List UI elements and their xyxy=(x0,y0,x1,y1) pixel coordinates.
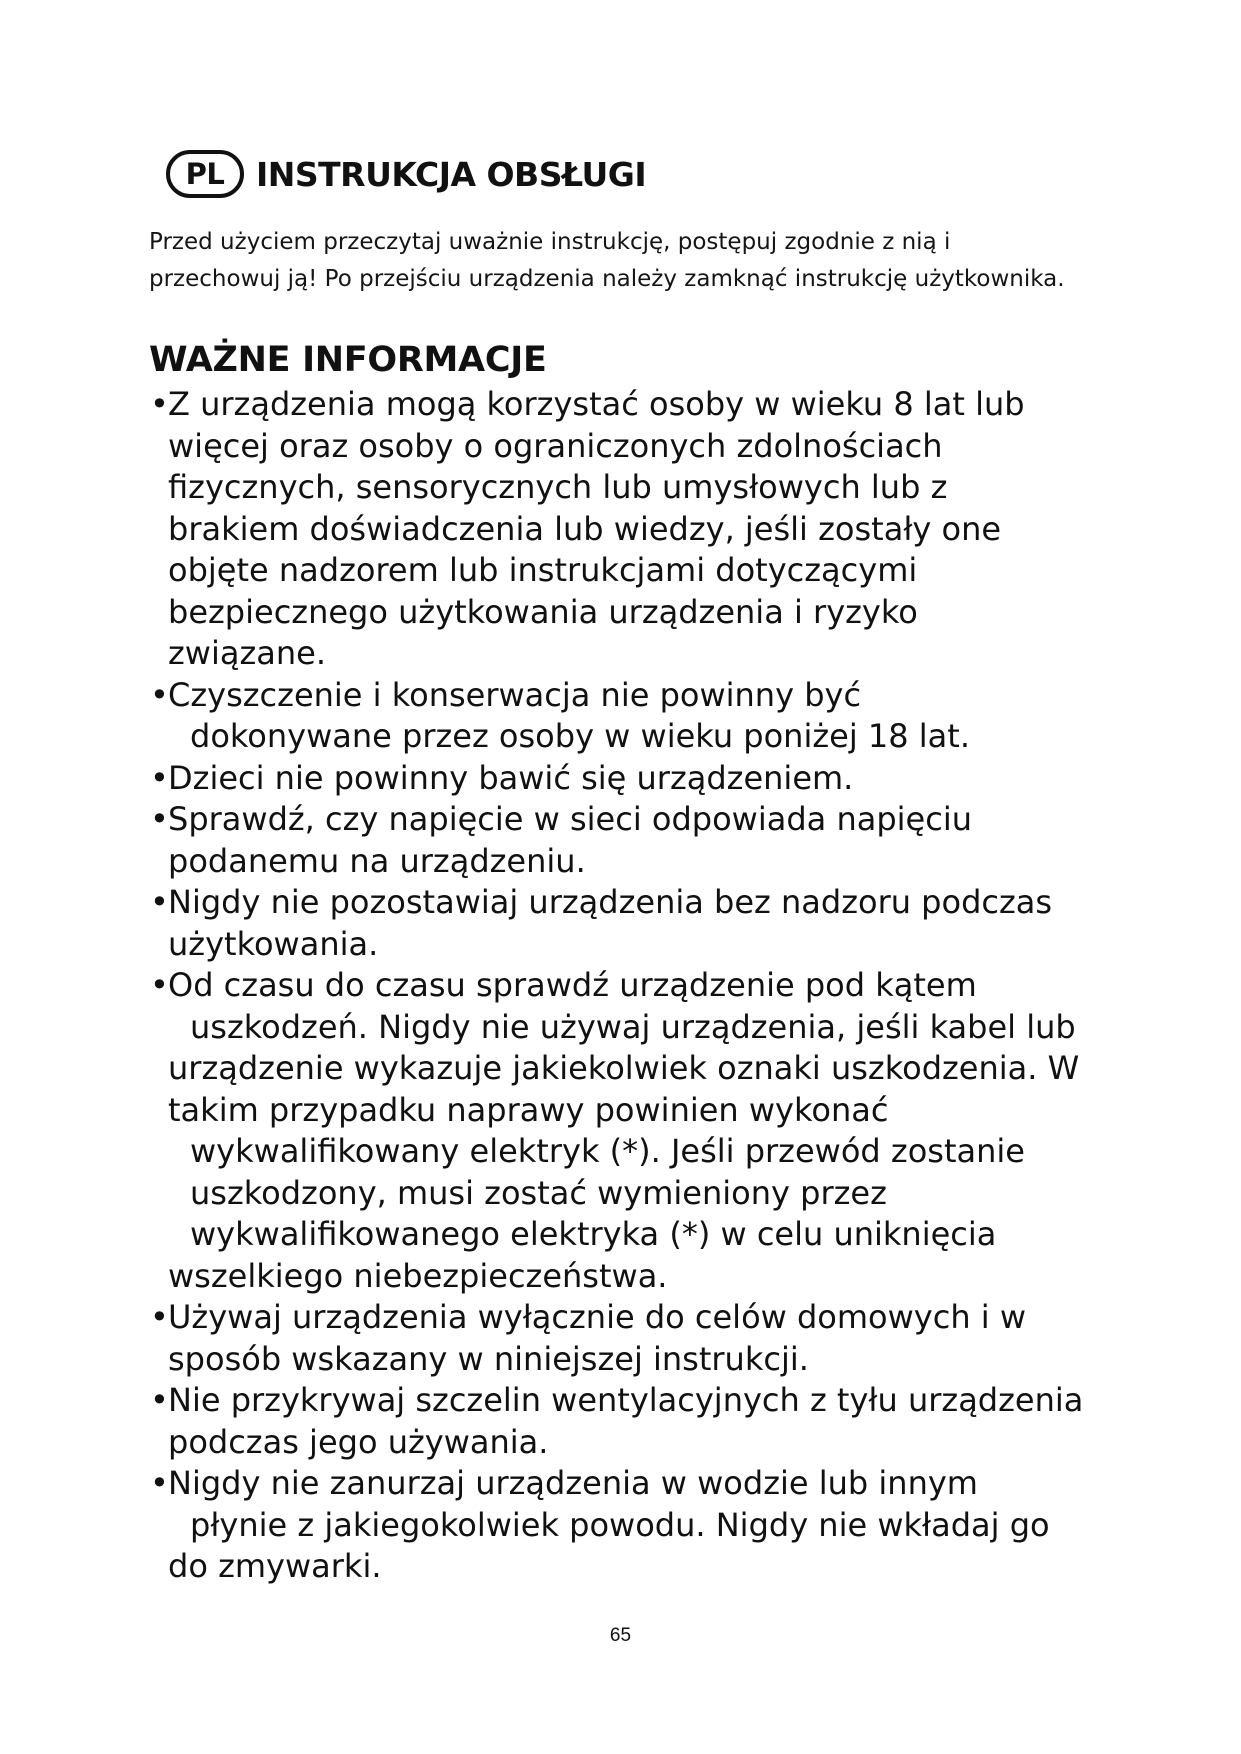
list-item xyxy=(150,384,1110,675)
list-item xyxy=(150,882,1110,965)
list-item xyxy=(150,799,1110,882)
bullet-icon: • xyxy=(150,1298,169,1336)
bullet-line: do zmywarki. xyxy=(168,1547,382,1585)
intro-paragraph xyxy=(149,224,1109,298)
bullet-line: Nigdy nie zanurzaj urządzenia w wodzie lub innym xyxy=(168,1464,978,1502)
page-number: 65 xyxy=(609,1625,632,1646)
bullet-line: związane. xyxy=(168,634,327,672)
bullet-line: bezpiecznego użytkowania urządzenia i ryzyko xyxy=(168,592,918,631)
list-item xyxy=(150,675,1110,758)
bullet-line: Czyszczenie i konserwacja nie powinny być xyxy=(168,675,862,714)
section-heading: WAŻNE INFORMACJE xyxy=(149,340,547,380)
bullet-line: podanemu na urządzeniu. xyxy=(168,841,586,880)
bullet-icon: • xyxy=(150,883,169,921)
bullet-line: Dzieci nie powinny bawić się urządzeniem. xyxy=(168,758,854,797)
bullet-line: urządzenie wykazuje jakiekolwiek oznaki uszkodzenia. W xyxy=(168,1049,1080,1087)
bullet-line: uszkodzony, musi zostać wymieniony przez xyxy=(190,1173,887,1212)
bullet-line: fizycznych, sensorycznych lub umysłowych lub z xyxy=(168,468,948,506)
bullet-line: więcej oraz osoby o ograniczonych zdolnościach xyxy=(168,426,943,465)
bullet-line: Z urządzenia mogą korzystać osoby w wieku 8 lat lub xyxy=(168,385,1025,423)
bullet-line: objęte nadzorem lub instrukcjami dotyczącymi xyxy=(168,551,918,589)
bullet-line: Nie przykrywaj szczelin wentylacyjnych z tyłu urządzenia xyxy=(168,1381,1084,1419)
bullet-line: takim przypadku naprawy powinien wykonać xyxy=(168,1090,889,1129)
bullet-line: dokonywane przez osoby w wieku poniżej 18 lat. xyxy=(190,717,970,755)
bullet-icon: • xyxy=(150,385,169,423)
list-item xyxy=(150,1463,1110,1588)
bullet-icon: • xyxy=(150,675,169,714)
list-item xyxy=(150,965,1110,1297)
manual-header xyxy=(166,148,646,200)
list-item xyxy=(150,758,1110,800)
bullet-line: sposób wskazany w niniejszej instrukcji. xyxy=(168,1339,809,1378)
bullet-line: płynie z jakiegokolwiek powodu. Nigdy nie wkładaj go xyxy=(190,1505,1050,1544)
bullet-line: Od czasu do czasu sprawdź urządzenie pod kątem xyxy=(168,966,977,1004)
bullet-line: uszkodzeń. Nigdy nie używaj urządzenia, jeśli kabel lub xyxy=(190,1007,1076,1046)
list-item xyxy=(150,1380,1110,1463)
bullet-line: Używaj urządzenia wyłącznie do celów domowych i w xyxy=(168,1298,1027,1336)
important-info-list xyxy=(150,384,1110,1588)
language-badge: PL xyxy=(166,150,244,198)
bullet-icon: • xyxy=(150,800,169,838)
bullet-line: wszelkiego niebezpieczeństwa. xyxy=(168,1256,668,1295)
intro-line: Przed użyciem przeczytaj uważnie instrukcję, postępuj zgodnie z nią i xyxy=(149,229,951,255)
manual-title: INSTRUKCJA OBSŁUGI xyxy=(256,154,647,194)
bullet-line: brakiem doświadczenia lub wiedzy, jeśli zostały one xyxy=(168,509,1002,548)
list-item xyxy=(150,1297,1110,1380)
bullet-icon: • xyxy=(150,966,169,1004)
bullet-line: wykwalifikowany elektryk (*). Jeśli przewód zostanie xyxy=(190,1132,1025,1170)
intro-line: przechowuj ją! Po przejściu urządzenia należy zamknąć instrukcję użytkownika. xyxy=(149,266,1065,292)
bullet-line: wykwalifikowanego elektryka (*) w celu uniknięcia xyxy=(190,1215,997,1253)
bullet-icon: • xyxy=(150,1464,169,1502)
bullet-line: podczas jego używania. xyxy=(168,1422,549,1461)
bullet-line: Sprawdź, czy napięcie w sieci odpowiada napięciu xyxy=(168,800,972,838)
bullet-line: Nigdy nie pozostawiaj urządzenia bez nadzoru podczas xyxy=(168,883,1053,921)
bullet-line: użytkowania. xyxy=(168,924,379,963)
bullet-icon: • xyxy=(150,758,169,797)
bullet-icon: • xyxy=(150,1381,169,1419)
